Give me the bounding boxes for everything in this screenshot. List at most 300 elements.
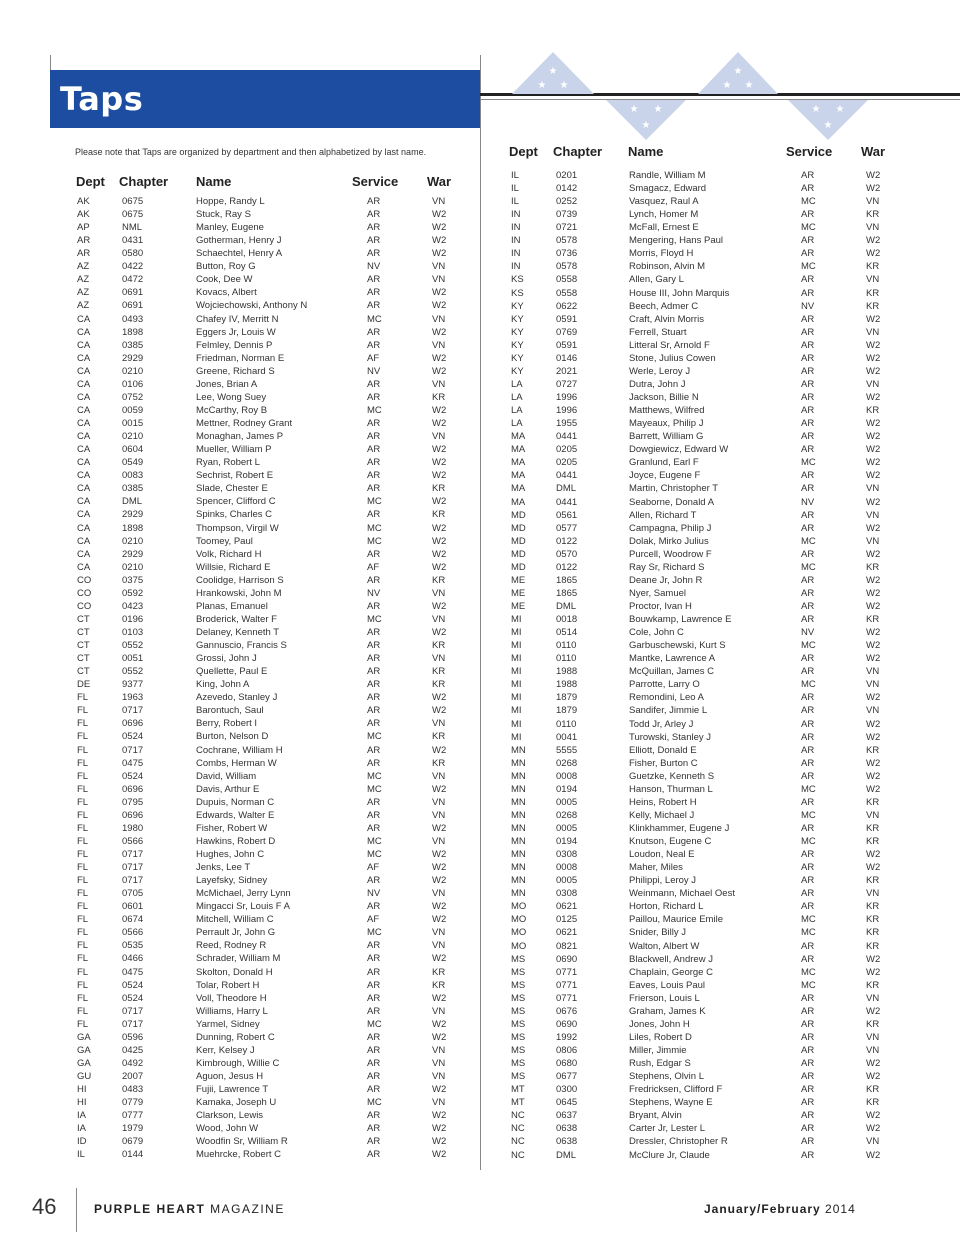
cell-service: AR [801, 574, 815, 586]
cell-war: W2 [432, 953, 447, 965]
cell-service: AR [801, 274, 815, 286]
cell-dept: CA [77, 365, 91, 377]
cell-service: AR [801, 248, 815, 260]
cell-dept: MS [511, 1071, 526, 1083]
cell-name: Reed, Rodney R [196, 940, 267, 952]
cell-war: W2 [432, 235, 447, 247]
cell-name: Frierson, Louis L [629, 992, 700, 1004]
cell-chapter: 0717 [122, 875, 144, 887]
cell-name: Remondini, Leo A [629, 692, 704, 704]
cell-dept: FL [77, 718, 89, 730]
cell-dept: MS [511, 1031, 526, 1043]
cell-name: Weinmann, Michael Oest [629, 888, 735, 900]
cell-name: Morris, Floyd H [629, 248, 694, 260]
cell-war: KR [432, 979, 446, 991]
cell-dept: CA [77, 548, 91, 560]
cell-chapter: 0051 [122, 653, 144, 665]
cell-service: AR [801, 1031, 815, 1043]
cell-dept: FL [77, 809, 89, 821]
cell-chapter: 0385 [122, 339, 144, 351]
cell-name: Toomey, Paul [196, 535, 253, 547]
cell-dept: FL [77, 796, 89, 808]
cell-service: AR [367, 248, 381, 260]
cell-war: W2 [432, 914, 447, 926]
cell-dept: CA [77, 483, 91, 495]
cell-name: Sechrist, Robert E [196, 470, 274, 482]
cell-chapter: 1879 [556, 692, 578, 704]
cell-chapter: 0103 [122, 626, 144, 638]
cell-chapter: 1865 [556, 574, 578, 586]
cell-war: W2 [866, 783, 881, 795]
cell-war: KR [432, 483, 446, 495]
cell-chapter: 0552 [122, 666, 144, 678]
cell-name: Gannuscio, Francis S [196, 640, 287, 652]
cell-chapter: 1865 [556, 587, 578, 599]
cell-war: VN [432, 1044, 446, 1056]
cell-service: NV [801, 496, 815, 508]
cell-dept: MA [511, 431, 526, 443]
cell-war: W2 [866, 235, 881, 247]
cell-dept: MD [511, 522, 526, 534]
cell-service: AR [367, 822, 381, 834]
cell-service: AR [801, 405, 815, 417]
cell-war: W2 [866, 653, 881, 665]
cell-service: MC [801, 679, 816, 691]
cell-chapter: 0675 [122, 209, 144, 221]
cell-dept: KS [511, 287, 524, 299]
cell-chapter: 0721 [556, 222, 578, 234]
cell-service: AR [801, 757, 815, 769]
cell-chapter: 0210 [122, 535, 144, 547]
cell-service: MC [801, 640, 816, 652]
cell-chapter: 0110 [556, 718, 577, 730]
cell-chapter: 0194 [556, 836, 578, 848]
cell-name: Snider, Billy J [629, 927, 687, 939]
cell-service: AR [367, 339, 381, 351]
cell-dept: FL [77, 731, 89, 743]
cell-name: Mingacci Sr, Louis F A [196, 901, 290, 913]
cell-chapter: 0441 [556, 470, 578, 482]
cell-dept: KY [511, 352, 524, 364]
cell-service: AR [801, 692, 815, 704]
cell-war: VN [866, 274, 880, 286]
cell-dept: CA [77, 496, 91, 508]
cell-chapter: 0601 [122, 901, 144, 913]
cell-dept: MI [511, 666, 522, 678]
cell-war: W2 [866, 1071, 881, 1083]
cell-war: KR [866, 979, 880, 991]
cell-war: KR [866, 1097, 880, 1109]
cell-service: MC [367, 835, 382, 847]
cell-chapter: 0596 [122, 1031, 144, 1043]
header-rule-thin [480, 99, 960, 100]
cell-service: AR [801, 235, 815, 247]
issue-date-bold: January/February [704, 1202, 821, 1216]
cell-service: AR [367, 574, 381, 586]
cell-war: KR [432, 757, 446, 769]
cell-service: MC [801, 783, 816, 795]
cell-dept: MS [511, 992, 526, 1004]
magazine-name-rest: MAGAZINE [205, 1202, 285, 1216]
cell-war: W2 [432, 822, 447, 834]
cell-name: Joyce, Eugene F [629, 470, 701, 482]
cell-name: Campagna, Philip J [629, 522, 712, 534]
cell-dept: HI [77, 1097, 87, 1109]
cell-war: KR [432, 966, 446, 978]
cell-chapter: 2929 [122, 548, 144, 560]
cell-war: VN [432, 1057, 446, 1069]
cell-name: Thompson, Virgil W [196, 522, 279, 534]
cell-dept: CA [77, 352, 91, 364]
cell-service: NV [367, 587, 381, 599]
cell-dept: IN [511, 209, 521, 221]
cell-dept: ME [511, 600, 526, 612]
cell-name: Martin, Christopher T [629, 483, 719, 495]
cell-service: AR [801, 587, 815, 599]
cell-service: MC [367, 313, 382, 325]
cell-dept: MN [511, 770, 526, 782]
cell-service: AF [367, 561, 380, 573]
cell-service: AR [367, 1031, 381, 1043]
cell-chapter: 0308 [556, 849, 578, 861]
cell-war: VN [432, 378, 446, 390]
cell-service: AR [367, 692, 381, 704]
cell-name: Stephens, Olvin L [629, 1071, 704, 1083]
cell-chapter: 0736 [556, 248, 578, 260]
cell-name: Jones, John H [629, 1018, 690, 1030]
cell-service: AR [367, 326, 381, 338]
cell-dept: FL [77, 862, 89, 874]
cell-chapter: 0779 [122, 1097, 144, 1109]
cell-name: Jenks, Lee T [196, 862, 251, 874]
cell-service: AR [801, 444, 815, 456]
cell-war: KR [432, 391, 446, 403]
cell-chapter: 0676 [556, 1005, 578, 1017]
cell-dept: FL [77, 979, 89, 991]
cell-chapter: 0558 [556, 287, 578, 299]
page-title: Taps [60, 80, 144, 118]
cell-dept: FL [77, 1005, 89, 1017]
cell-dept: MI [511, 640, 522, 652]
cell-chapter: 0210 [122, 365, 144, 377]
folded-flag-icon [788, 100, 868, 140]
cell-dept: FL [77, 914, 89, 926]
cell-chapter: 0475 [122, 757, 144, 769]
cell-war: W2 [432, 300, 447, 312]
cell-service: AR [367, 483, 381, 495]
cell-war: KR [432, 640, 446, 652]
cell-name: Seaborne, Donald A [629, 496, 715, 508]
magazine-name-bold: PURPLE HEART [94, 1202, 206, 1216]
cell-name: Greene, Richard S [196, 365, 275, 377]
cell-war: W2 [432, 1149, 447, 1161]
cell-war: W2 [866, 587, 881, 599]
cell-dept: MN [511, 823, 526, 834]
cell-chapter: 0604 [122, 444, 144, 456]
cell-name: Dolak, Mirko Julius [629, 535, 709, 547]
cell-name: Monaghan, James P [196, 431, 284, 443]
cell-chapter: 0591 [556, 313, 578, 325]
cell-service: NV [367, 888, 381, 900]
cell-war: W2 [866, 457, 881, 469]
cell-war: KR [432, 731, 446, 743]
cell-chapter: DML [122, 496, 143, 508]
cell-war: VN [866, 483, 880, 495]
cell-name: Kimbrough, Willie C [196, 1057, 280, 1069]
cell-chapter: 0566 [122, 835, 144, 847]
cell-service: AR [801, 326, 815, 338]
cell-name: Aguon, Jesus H [196, 1071, 264, 1083]
cell-dept: MN [511, 796, 526, 808]
cell-chapter: 0194 [556, 783, 578, 795]
svg-text:★: ★ [559, 80, 569, 91]
cell-dept: MN [511, 888, 526, 900]
cell-service: AR [367, 457, 381, 469]
cell-chapter: 0385 [122, 483, 144, 495]
cell-service: AR [801, 1136, 815, 1148]
cell-war: KR [432, 509, 446, 521]
header-dept: Dept [76, 174, 105, 189]
cell-name: Carter Jr, Lester L [629, 1123, 706, 1135]
cell-chapter: 0717 [122, 744, 144, 756]
cell-service: AR [801, 509, 815, 521]
cell-dept: MA [511, 483, 526, 495]
cell-chapter: 0570 [556, 548, 578, 560]
cell-name: Ryan, Robert L [196, 457, 260, 469]
cell-service: AR [367, 196, 381, 207]
cell-service: MC [367, 783, 382, 795]
cell-service: AR [367, 431, 381, 443]
cell-dept: MD [511, 509, 526, 521]
cell-dept: LA [511, 405, 523, 417]
cell-chapter: 0122 [556, 535, 578, 547]
header-name: Name [628, 144, 664, 159]
cell-service: AR [801, 1149, 815, 1161]
cell-service: AR [801, 431, 815, 443]
cell-war: W2 [866, 718, 881, 730]
cell-name: Schaechtel, Henry A [196, 248, 283, 260]
cell-war: W2 [432, 535, 447, 547]
cell-service: AR [801, 653, 815, 665]
cell-name: Planas, Emanuel [196, 600, 268, 612]
cell-war: W2 [432, 548, 447, 560]
cell-dept: FL [77, 966, 89, 978]
cell-name: Layefsky, Sidney [196, 875, 268, 887]
cell-service: AR [367, 1149, 381, 1161]
cell-service: AR [367, 209, 381, 221]
cell-chapter: 0679 [122, 1136, 144, 1148]
cell-war: W2 [866, 339, 881, 351]
cell-name: Skolton, Donald H [196, 966, 273, 978]
cell-name: Allen, Richard T [629, 509, 697, 521]
cell-service: AR [801, 1084, 815, 1096]
cell-war: KR [866, 261, 880, 273]
cell-chapter: 2021 [556, 365, 578, 377]
cell-name: Guetzke, Kenneth S [629, 770, 715, 782]
cell-war: VN [432, 339, 446, 351]
cell-dept: IN [511, 261, 521, 273]
cell-dept: AR [77, 235, 91, 247]
cell-chapter: 0524 [122, 731, 144, 743]
cell-dept: CO [77, 587, 92, 599]
cell-chapter: DML [556, 483, 577, 495]
cell-chapter: 0696 [122, 809, 144, 821]
cell-dept: IA [77, 1123, 86, 1135]
cell-name: Proctor, Ivan H [629, 600, 692, 612]
cell-dept: HI [77, 1084, 87, 1096]
cell-chapter: 0696 [122, 718, 144, 730]
cell-chapter: 0795 [122, 796, 144, 808]
cell-chapter: 0423 [122, 600, 144, 612]
cell-chapter: 0578 [556, 235, 578, 247]
cell-service: MC [367, 613, 382, 625]
cell-dept: FL [77, 927, 89, 939]
cell-name: Dowgiewicz, Edward W [629, 444, 729, 456]
cell-chapter: 1898 [122, 522, 144, 534]
cell-dept: GA [77, 1044, 91, 1056]
footer-divider [76, 1188, 77, 1232]
cell-war: VN [432, 718, 446, 730]
cell-chapter: 1963 [122, 692, 144, 704]
cell-name: Litteral Sr, Arnold F [629, 339, 710, 351]
cell-service: AR [367, 640, 381, 652]
cell-war: W2 [866, 1058, 881, 1070]
cell-name: Wojciechowski, Anthony N [196, 300, 308, 312]
cell-dept: IL [511, 183, 519, 195]
cell-chapter: 0492 [122, 1057, 144, 1069]
cell-chapter: 0146 [556, 352, 578, 364]
header-dept: Dept [509, 144, 538, 159]
cell-war: KR [866, 300, 880, 312]
cell-chapter: 0535 [122, 940, 144, 952]
cell-dept: MT [511, 1097, 525, 1109]
cell-name: Robinson, Alvin M [629, 261, 706, 273]
cell-name: Rush, Edgar S [629, 1058, 691, 1070]
cell-war: VN [432, 1097, 446, 1109]
cell-service: AR [367, 626, 381, 638]
cell-service: AR [801, 352, 815, 364]
cell-service: AR [801, 600, 815, 612]
cell-dept: AK [77, 209, 90, 221]
title-band-edge [50, 55, 51, 70]
cell-name: Barrett, William G [629, 431, 704, 443]
cell-chapter: 0422 [122, 261, 144, 273]
cell-service: AR [801, 862, 815, 874]
cell-war: W2 [432, 522, 447, 534]
header-war: War [861, 144, 886, 159]
cell-dept: AZ [77, 274, 90, 286]
cell-dept: CA [77, 431, 91, 443]
cell-dept: MN [511, 744, 526, 756]
svg-text:★: ★ [537, 80, 547, 91]
cell-war: W2 [432, 849, 447, 860]
cell-name: Tolar, Robert H [196, 979, 260, 991]
cell-war: W2 [432, 248, 447, 260]
cell-dept: IL [511, 196, 519, 208]
cell-service: MC [801, 261, 816, 273]
cell-service: AR [801, 1058, 815, 1070]
cell-dept: CA [77, 561, 91, 573]
cell-service: AR [801, 705, 815, 717]
cell-service: AR [801, 548, 815, 560]
cell-dept: CA [77, 378, 91, 390]
cell-name: Schrader, William M [196, 953, 281, 965]
cell-service: AR [367, 1071, 381, 1083]
cell-chapter: 2929 [122, 352, 144, 364]
cell-war: KR [866, 1018, 880, 1030]
cell-dept: ME [511, 587, 526, 599]
cell-dept: FL [77, 953, 89, 965]
intro-note: Please note that Taps are organized by department and then alphabetized by last name. [75, 147, 427, 157]
cell-name: Eggers Jr, Louis W [196, 326, 276, 338]
cell-war: W2 [866, 600, 881, 612]
cell-service: AR [801, 875, 815, 887]
cell-chapter: 1898 [122, 326, 144, 338]
cell-service: AR [801, 849, 815, 861]
cell-chapter: 0008 [556, 862, 578, 874]
cell-name: Gotherman, Henry J [196, 235, 282, 247]
cell-service: NV [801, 300, 815, 312]
cell-name: Fisher, Robert W [196, 822, 268, 834]
cell-service: AR [801, 183, 815, 195]
issue-date-rest: 2014 [820, 1202, 856, 1216]
cell-war: KR [866, 836, 880, 848]
cell-name: Graham, James K [629, 1005, 706, 1017]
cell-dept: CA [77, 339, 91, 351]
cell-service: AR [367, 548, 381, 560]
cell-name: Slade, Chester E [196, 483, 268, 495]
cell-service: AR [367, 222, 381, 234]
cell-service: MC [367, 770, 382, 782]
cell-name: Fujii, Lawrence T [196, 1084, 269, 1096]
cell-war: W2 [866, 352, 881, 364]
cell-service: AR [367, 796, 381, 808]
cell-war: W2 [866, 966, 881, 978]
folded-flag-icon [606, 100, 686, 140]
cell-name: Horton, Richard L [629, 901, 704, 913]
cell-name: Azevedo, Stanley J [196, 692, 278, 704]
cell-service: MC [801, 914, 816, 926]
cell-service: AR [367, 1136, 381, 1148]
cell-war: W2 [432, 783, 447, 795]
cell-name: Turowski, Stanley J [629, 731, 712, 743]
cell-service: MC [367, 535, 382, 547]
cell-name: Manley, Eugene [196, 222, 264, 234]
cell-name: Randle, William M [629, 170, 706, 181]
cell-war: W2 [866, 574, 881, 586]
cell-chapter: 0674 [122, 914, 144, 926]
cell-service: MC [801, 927, 816, 939]
cell-chapter: 0591 [556, 339, 578, 351]
cell-name: Friedman, Norman E [196, 352, 285, 364]
header-chapter: Chapter [553, 144, 603, 159]
cell-dept: CA [77, 457, 91, 469]
cell-dept: IL [511, 170, 519, 181]
cell-service: MC [367, 404, 382, 416]
cell-name: Mueller, William P [196, 444, 272, 456]
cell-dept: LA [511, 392, 523, 404]
header-chapter: Chapter [119, 174, 169, 189]
cell-service: AR [367, 391, 381, 403]
cell-name: Mengering, Hans Paul [629, 235, 723, 247]
cell-service: MC [801, 966, 816, 978]
cell-chapter: 0580 [122, 248, 144, 260]
cell-service: AR [367, 744, 381, 756]
cell-name: Liles, Robert D [629, 1031, 692, 1043]
cell-war: VN [432, 796, 446, 808]
cell-dept: MD [511, 561, 526, 573]
page-number: 46 [32, 1194, 57, 1219]
